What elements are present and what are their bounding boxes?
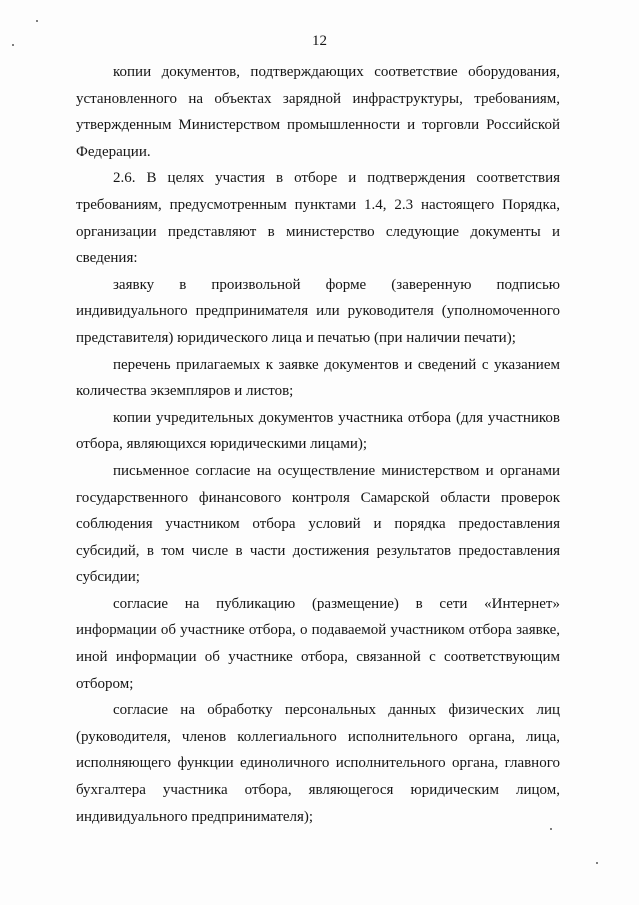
paragraph-section-2-6: 2.6. В целях участия в отборе и подтверждения соответствия требованиям, предусмотренным пунктами 1.4, 2.3 настоящего Порядка, организации представляют в министерство следующие документы и сведения: — [76, 170, 560, 267]
paragraph-founding-documents: копии учредительных документов участника отбора (для участников отбора, являющихся юридическими лицами); — [76, 409, 560, 453]
paragraph-equipment-conformity: копии документов, подтверждающих соответствие оборудования, установленного на объектах зарядной инфраструктуры, требованиям, утвержденным Министерством промышленности и торговли Российской Федерации. — [76, 64, 560, 160]
scan-speck — [12, 44, 14, 46]
paragraph-document-list: перечень прилагаемых к заявке документов и сведений с указанием количества экземпляров и листов; — [76, 356, 560, 400]
paragraph-personal-data-consent: согласие на обработку персональных данных физических лиц (руководителя, членов коллегиального исполнительного органа, лица, исполняющего функции единоличного исполнительного органа, главного бухгалтера участника отбора, являющегося юридическим лицом, индивидуального предпринимателя); — [76, 702, 560, 825]
scan-speck — [596, 862, 598, 864]
scan-speck — [36, 20, 38, 22]
paragraph-inspection-consent: письменное согласие на осуществление министерством и органами государственного финансового контроля Самарской области проверок соблюдения участником отбора условий и порядка предоставления субсидий, в том числе в части достижения результатов предоставления субсидии; — [76, 462, 560, 586]
document-body — [76, 59, 560, 830]
scan-speck — [550, 828, 552, 830]
paragraph-application: заявку в произвольной форме (заверенную подписью индивидуального предпринимателя или руководителя (уполномоченного представителя) юридического лица и печатью (при наличии печати); — [76, 276, 560, 346]
page-number: 12 — [312, 33, 327, 49]
paragraph-publication-consent: согласие на публикацию (размещение) в сети «Интернет» информации об участнике отбора, о подаваемой участником отбора заявке, иной информации об участнике отбора, связанной с соответствующим отбором; — [76, 595, 560, 692]
